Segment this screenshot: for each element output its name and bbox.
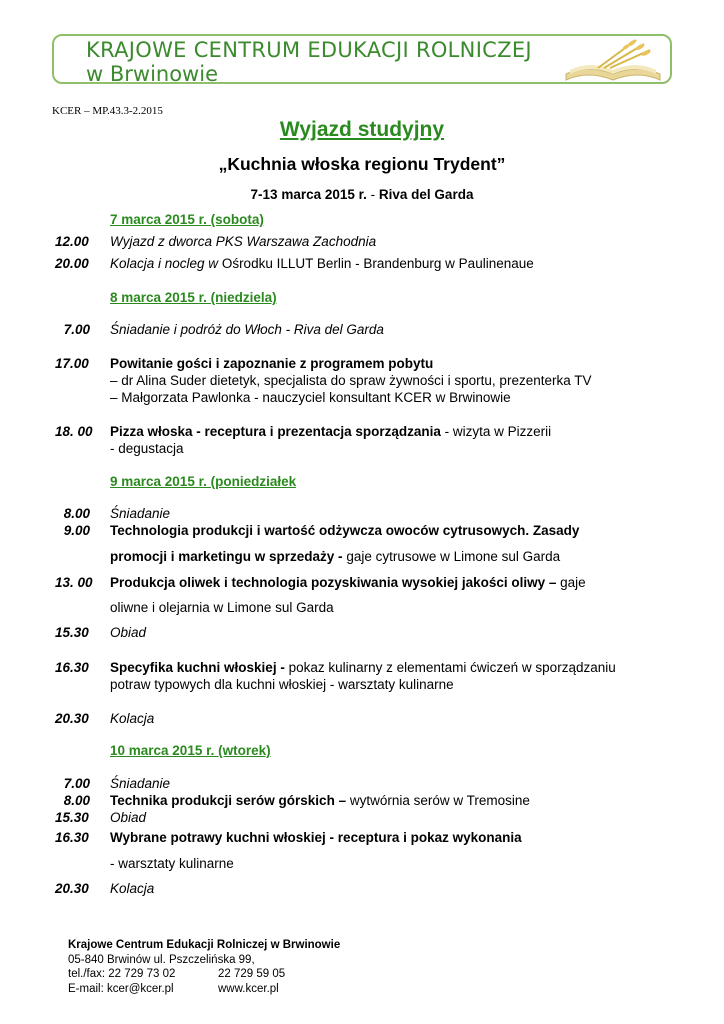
org-name-line1: KRAJOWE CENTRUM EDUKACJI ROLNICZEJ [86,38,532,62]
activity-main: Technika produkcji serów górskich – [110,793,347,808]
page-subtitle: „Kuchnia włoska regionu Trydent” [218,154,506,174]
schedule-time: 7.00 [63,322,90,337]
schedule-time: 8.00 [63,506,90,521]
day-heading: 9 marca 2015 r. (poniedziałek [110,474,297,489]
footer-address: 05-840 Brwinów ul. Pszczelińska 99, [68,953,255,966]
footer-www: www.kcer.pl [218,982,279,995]
trip-dates [0,187,724,202]
footer-web-row [68,982,340,997]
schedule-time: 16.30 [55,660,89,675]
dates-place: Riva del Garda [378,187,474,202]
schedule-time: 20.30 [55,711,89,726]
schedule-activity: Wyjazd z dworca PKS Warszawa Zachodnia [110,234,377,249]
schedule-time: 15.30 [55,625,89,640]
schedule-activity: Śniadanie [110,776,171,791]
schedule-time: 20.30 [55,881,89,896]
schedule-activity: Kolacja [110,881,155,896]
activity-detail: wytwórnia serów w Tremosine [346,793,530,808]
schedule-detail: - degustacja [110,441,184,456]
schedule-activity: Powitanie gości i zapoznanie z programem pobytu [110,356,434,371]
footer-tel: tel./fax: 22 729 73 02 [68,968,176,980]
activity-detail: gaje [556,575,586,590]
day-heading: 7 marca 2015 r. (sobota) [110,212,264,227]
schedule-activity: Wybrane potrawy kuchni włoskiej - receptura i pokaz wykonania [110,830,522,845]
schedule-activity: Obiad [110,625,147,640]
schedule-time: 8.00 [63,793,90,808]
schedule-activity: Technologia produkcji i wartość odżywcza owoców cytrusowych. Zasady [110,523,580,538]
footer-contact [68,938,340,996]
schedule-time: 7.00 [63,776,90,791]
schedule-detail [110,549,560,564]
schedule-time: 9.00 [63,523,90,538]
schedule-time: 17.00 [55,356,89,371]
schedule-activity [110,793,530,808]
activity-detail: pokaz kulinarny z elementami ćwiczeń w sporządzaniu [284,660,616,675]
schedule-detail: oliwne i olejarnia w Limone sul Garda [110,600,334,615]
schedule-time: 15.30 [55,810,89,825]
schedule-activity [110,424,551,439]
book-wheat-icon [558,34,668,91]
activity-main: Produkcja oliwek i technologia pozyskiwania wysokiej jakości oliwy – [110,575,557,590]
footer-email: E-mail: kcer@kcer.pl [68,982,174,995]
schedule-activity: Obiad [110,810,147,825]
activity-main: Kolacja i nocleg w [110,256,219,271]
schedule-time: 20.00 [55,256,89,271]
schedule-activity [110,660,616,675]
activity-main: Pizza włoska - receptura i prezentacja sporządzania [110,424,441,439]
schedule-time: 13. 00 [55,575,93,590]
dates-range: 7-13 marca 2015 r. [250,187,367,202]
activity-detail: Ośrodku ILLUT Berlin - Brandenburg w Paulinenaue [218,256,534,271]
schedule-detail: – Małgorzata Pawlonka - nauczyciel konsultant KCER w Brwinowie [110,390,511,405]
schedule-activity: Śniadanie i podróż do Włoch - Riva del Garda [110,322,384,337]
schedule-activity [110,256,534,271]
schedule-time: 18. 00 [55,424,93,439]
schedule-detail: - warsztaty kulinarne [110,856,234,871]
schedule-detail: potraw typowych dla kuchni włoskiej - warsztaty kulinarne [110,677,454,692]
activity-main: Specyfika kuchni włoskiej - [110,660,285,675]
schedule-activity [110,575,586,590]
schedule-time: 16.30 [55,830,89,845]
schedule-activity: Śniadanie [110,506,171,521]
page-title: Wyjazd studyjny [279,118,445,141]
org-name-line2: w Brwinowie [86,62,218,86]
activity-main: promocji i marketingu w sprzedaży - [110,549,343,564]
footer-tel2: 22 729 59 05 [218,968,286,980]
footer-phone-row [68,967,340,982]
schedule-time: 12.00 [55,234,89,249]
schedule-activity: Kolacja [110,711,155,726]
dates-separator: - [366,187,379,202]
schedule-detail: – dr Alina Suder dietetyk, specjalista do spraw żywności i sportu, prezenterka TV [110,373,592,388]
footer-org: Krajowe Centrum Edukacji Rolniczej w Brwinowie [68,939,341,951]
day-heading: 10 marca 2015 r. (wtorek) [110,743,271,758]
document-reference: KCER – MP.43.3-2.2015 [52,105,163,117]
day-heading: 8 marca 2015 r. (niedziela) [110,290,277,305]
activity-detail: - wizyta w Pizzerii [440,424,552,439]
activity-detail: gaje cytrusowe w Limone sul Garda [342,549,561,564]
